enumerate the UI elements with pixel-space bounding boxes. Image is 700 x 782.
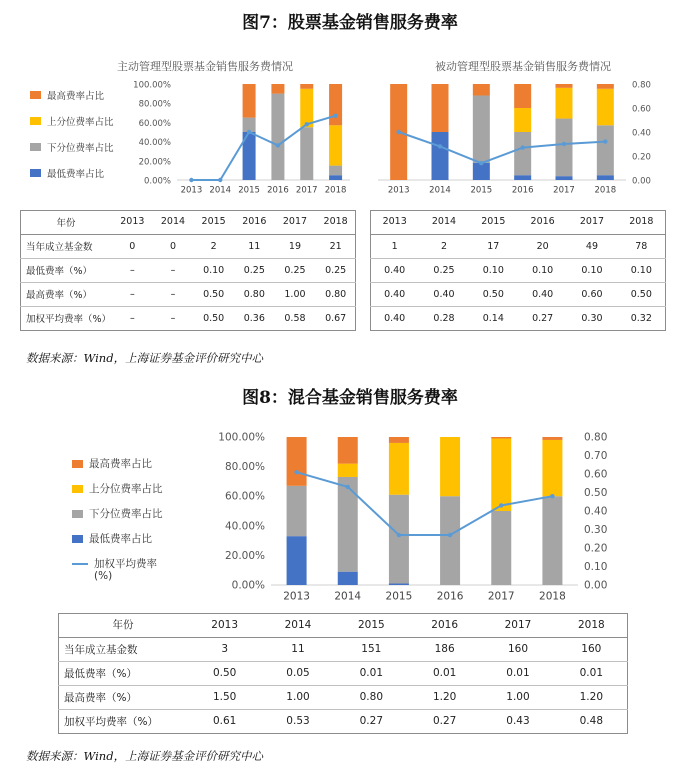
table-header-cell: 2016 <box>408 613 481 637</box>
table-cell: 0 <box>112 234 153 258</box>
fig7-left-chart-title: 主动管理型股票基金销售服务费情况 <box>117 60 293 73</box>
fig8-mixed-bar-2013-s3 <box>287 437 307 486</box>
fig7-passive-y-right-tick: 0.00 <box>632 176 651 187</box>
fig7-passive-x-tick: 2013 <box>387 185 410 196</box>
table-cell: 0.40 <box>370 282 419 306</box>
fig8-mixed-avg-point-2018 <box>550 494 554 498</box>
table-cell: 1 <box>370 234 419 258</box>
fig7-active-y-left-tick: 20.00% <box>138 157 171 168</box>
fig8-mixed-avg-point-2014 <box>346 485 350 489</box>
legend-label: 下分位费率占比 <box>47 143 114 154</box>
fig8-mixed-avg-point-2013 <box>294 470 298 474</box>
table-cell: 0.25 <box>275 258 316 282</box>
table-header-cell: 2016 <box>234 210 275 234</box>
table-cell: 加权平均费率（%） <box>26 314 112 326</box>
table-cell: 19 <box>275 234 316 258</box>
table-header-cell: 2015 <box>193 210 234 234</box>
table-header-cell: 2014 <box>153 210 194 234</box>
table-row <box>58 709 628 733</box>
table-cell: 加权平均费率（%） <box>64 715 158 728</box>
table-cell: 最高费率（%） <box>20 282 112 306</box>
table-header-cell: 2014 <box>419 210 468 234</box>
fig7-passive-y-right-tick: 0.40 <box>632 128 651 139</box>
fig7-active-x-tick: 2013 <box>180 185 203 196</box>
table-cell: 17 <box>469 234 518 258</box>
table-cell: 0.27 <box>432 715 457 728</box>
fig7-passive-x-tick: 2015 <box>470 185 493 196</box>
table-header-cell: 年份 <box>20 210 112 234</box>
table-cell: 2 <box>419 234 468 258</box>
fig8-mixed-y-right-tick: 0.20 <box>584 542 608 555</box>
table-cell: 0.80 <box>234 282 275 306</box>
fig7-active-x-tick: 2018 <box>324 185 347 196</box>
table-header-cell: 2018 <box>617 210 666 234</box>
table-cell: 0.10 <box>469 258 518 282</box>
table-cell: 当年成立基金数 <box>20 234 112 258</box>
table-row <box>58 661 628 685</box>
table-header-cell: 2016 <box>518 210 567 234</box>
table-cell: 1.50 <box>188 685 261 709</box>
fig8-mixed-x-tick: 2014 <box>334 590 362 603</box>
fig8-mixed-bar-2017-s1 <box>491 511 511 585</box>
table-cell: 151 <box>335 637 408 661</box>
table-cell: 0.14 <box>482 312 504 324</box>
fig7-active-y-left-tick: 80.00% <box>138 99 171 110</box>
fig8-mixed-y-left-tick: 0.00% <box>231 579 265 592</box>
table-header-cell: 2013 <box>370 210 419 234</box>
table-cell: 1.00 <box>261 685 334 709</box>
table-header-cell: 2018 <box>555 613 628 637</box>
fig7-active-x-tick: 2015 <box>238 185 260 196</box>
legend-label: 最低费率占比 <box>47 169 105 180</box>
legend-label: 下分位费率占比 <box>89 508 163 520</box>
table-cell: 0.10 <box>617 258 666 282</box>
table-cell: 0.50 <box>193 282 234 306</box>
table-cell: 1.00 <box>481 685 554 709</box>
table-cell: 0.01 <box>408 661 481 685</box>
table-cell: 0 <box>153 234 194 258</box>
table-cell: – <box>112 258 153 282</box>
fig8-mixed-y-right-tick: 0.60 <box>584 468 608 481</box>
fig7-right-chart-title: 被动管理型股票基金销售服务费情况 <box>435 60 611 73</box>
fig8-mixed-y-left-tick: 80.00% <box>224 461 265 474</box>
table-cell: 186 <box>408 637 481 661</box>
fig7-passive-x-tick: 2017 <box>553 185 575 196</box>
table-cell: 0.48 <box>579 715 604 728</box>
legend-label: 最低费率占比 <box>89 533 152 545</box>
fig8-mixed-bar-2014-s0 <box>338 572 358 585</box>
fig7-active-x-tick: 2017 <box>295 185 318 196</box>
table-cell: 0.27 <box>359 715 384 728</box>
legend-label: 最高费率占比 <box>89 458 152 470</box>
table-cell: 1.20 <box>555 685 628 709</box>
table-header-row <box>58 613 628 637</box>
table-cell: 0.40 <box>384 312 406 324</box>
table-cell: 1.20 <box>408 685 481 709</box>
fig7-passive-x-tick: 2014 <box>429 185 451 196</box>
fig8-mixed-y-left-tick: 20.00% <box>224 549 265 562</box>
table-cell: 0.58 <box>284 312 306 324</box>
fig8-mixed-bar-2013-s1 <box>287 486 307 536</box>
fig8-mixed-y-right-tick: 0.70 <box>584 450 608 462</box>
fig7-passive-x-tick: 2016 <box>511 185 534 196</box>
table-cell: 0.05 <box>261 661 334 685</box>
table-cell: 0.50 <box>203 312 225 324</box>
fig8-mixed-y-right-tick: 0.80 <box>584 431 608 444</box>
legend-label: 最高费率占比 <box>47 91 105 102</box>
fig8-mixed-bar-2018-s2 <box>542 440 562 496</box>
table-header-cell: 2017 <box>275 210 316 234</box>
fig8-mixed-x-tick: 2013 <box>283 590 310 603</box>
fig8-mixed-bar-2015-s1 <box>389 495 409 584</box>
fig8-mixed-bar-2017-s2 <box>491 438 511 511</box>
fig8-mixed-x-tick: 2017 <box>487 590 515 603</box>
table-row <box>58 637 628 661</box>
table-cell: – <box>112 282 153 306</box>
fig8-mixed-y-left-tick: 40.00% <box>224 520 265 533</box>
table-header-cell: 2013 <box>188 613 261 637</box>
table-cell: 0.30 <box>581 312 603 324</box>
fig8-mixed-y-right-tick: 0.00 <box>584 579 608 592</box>
fig8-mixed-bar-2016-s2 <box>440 437 460 496</box>
fig8-mixed-x-tick: 2018 <box>539 590 566 603</box>
table-cell: 0.25 <box>234 258 275 282</box>
table-cell: 最低费率（%） <box>20 258 112 282</box>
table-cell: 0.40 <box>370 258 419 282</box>
fig8-mixed-bar-2014-s3 <box>338 437 358 464</box>
fig8-mixed-bar-2014-s1 <box>338 477 358 572</box>
table-cell: 0.36 <box>243 312 265 324</box>
table-cell: 0.80 <box>315 282 356 306</box>
table-cell: 1.00 <box>275 282 316 306</box>
fig7-active-x-tick: 2016 <box>267 185 289 196</box>
table-cell: – <box>170 312 176 324</box>
fig8-mixed-bar-2016-s1 <box>440 496 460 585</box>
table-cell: 11 <box>234 234 275 258</box>
table-cell: 0.01 <box>335 661 408 685</box>
table-cell: 3 <box>188 637 261 661</box>
table-cell: – <box>153 282 194 306</box>
table-cell: 0.50 <box>617 282 666 306</box>
table-header-cell: 2015 <box>335 613 408 637</box>
fig8-mixed-bar-2015-s3 <box>389 437 409 443</box>
fig7-source: 数据来源：Wind，上海证券基金评价研究中心 <box>26 351 264 365</box>
table-cell: 0.50 <box>188 661 261 685</box>
table-cell: 0.27 <box>532 312 554 324</box>
table-cell: 最低费率（%） <box>58 661 188 685</box>
table-cell: 0.25 <box>419 258 468 282</box>
fig7-passive-y-right-tick: 0.20 <box>632 152 651 163</box>
table-cell: 0.40 <box>419 282 468 306</box>
fig7-active-y-left-tick: 0.00% <box>143 176 171 187</box>
fig7-active-x-tick: 2014 <box>209 185 232 196</box>
table-cell: 0.10 <box>567 258 616 282</box>
fig8-mixed-bar-2015-s0 <box>389 584 409 585</box>
table-cell: 0.67 <box>325 312 347 324</box>
fig7-active-y-left-tick: 100.00% <box>133 80 171 91</box>
fig8-mixed-avg-point-2017 <box>499 503 503 507</box>
table-header-cell: 2017 <box>481 613 554 637</box>
fig7-passive-x-tick: 2018 <box>594 185 617 196</box>
fig8-mixed-y-right-tick: 0.10 <box>584 561 608 573</box>
fig8-mixed-avg-point-2016 <box>448 533 452 537</box>
fig8-mixed-x-tick: 2016 <box>436 590 464 603</box>
fig7-passive-y-right-tick: 0.80 <box>632 80 651 91</box>
table-cell: 0.01 <box>481 661 554 685</box>
table-cell: 21 <box>315 234 356 258</box>
fig8-mixed-avg-point-2015 <box>397 533 401 537</box>
fig8-mixed-bar-2013-s0 <box>287 536 307 585</box>
fig8-mixed-avg-line <box>297 472 553 535</box>
fig8-mixed-y-right-tick: 0.30 <box>584 524 608 536</box>
fig8-mixed-y-right-tick: 0.50 <box>584 487 608 499</box>
fig8-mixed-bar-2015-s2 <box>389 443 409 495</box>
table-cell: 当年成立基金数 <box>58 637 188 661</box>
table-header-cell: 2013 <box>112 210 153 234</box>
table-row <box>58 685 628 709</box>
fig8-mixed-x-tick: 2015 <box>385 590 413 603</box>
table-cell: 0.60 <box>567 282 616 306</box>
table-cell: 0.50 <box>469 282 518 306</box>
table-header-cell: 2018 <box>315 210 356 234</box>
fig8-mixed-y-left-tick: 60.00% <box>224 490 265 503</box>
table-cell: 0.28 <box>433 312 455 324</box>
table-header-cell: 2014 <box>261 613 334 637</box>
table-cell: 0.53 <box>286 715 310 728</box>
table-cell: 0.32 <box>630 312 652 324</box>
table-cell: 78 <box>617 234 666 258</box>
table-cell: 0.01 <box>555 661 628 685</box>
table-cell: 0.40 <box>518 282 567 306</box>
fig8-mixed-bar-2018-s3 <box>542 437 562 440</box>
legend-label: 上分位费率占比 <box>47 117 114 128</box>
fig8-title: 图8：混合基金销售服务费率 <box>242 388 458 408</box>
fig7-passive-y-right-tick: 0.60 <box>632 104 651 115</box>
fig7-title: 图7：股票基金销售服务费率 <box>242 13 458 33</box>
table-cell: 160 <box>481 637 554 661</box>
fig7-active-y-left-tick: 40.00% <box>138 138 171 149</box>
table-cell: – <box>153 258 194 282</box>
legend-label: 加权平均费率 <box>94 558 157 570</box>
table-cell: 0.43 <box>506 715 530 728</box>
fig8-mixed-y-right-tick: 0.40 <box>584 505 608 518</box>
table-cell: – <box>129 312 135 324</box>
table-cell: 49 <box>567 234 616 258</box>
table-cell: 11 <box>261 637 334 661</box>
fig8-table <box>58 613 628 733</box>
table-cell: 0.10 <box>193 258 234 282</box>
fig8-mixed-bar-2017-s3 <box>491 437 511 438</box>
table-cell: 2 <box>193 234 234 258</box>
fig8-source: 数据来源：Wind，上海证券基金评价研究中心 <box>26 749 264 763</box>
fig8-mixed-bar-2018-s1 <box>542 496 562 585</box>
table-cell: 0.80 <box>335 685 408 709</box>
table-cell: 160 <box>555 637 628 661</box>
table-cell: 0.10 <box>518 258 567 282</box>
table-cell: 20 <box>518 234 567 258</box>
table-header-cell: 2017 <box>567 210 616 234</box>
fig7-active-y-left-tick: 60.00% <box>138 118 171 129</box>
fig8-mixed-y-left-tick: 100.00% <box>218 431 265 444</box>
table-cell: 0.61 <box>212 715 237 728</box>
table-cell: 0.25 <box>315 258 356 282</box>
table-cell: 最高费率（%） <box>58 685 188 709</box>
legend-label: 上分位费率占比 <box>89 483 163 495</box>
fig8-mixed-bar-2014-s2 <box>338 464 358 477</box>
table-header-cell: 2015 <box>469 210 518 234</box>
legend-label: (%) <box>94 570 113 582</box>
table-header-cell: 年份 <box>58 613 188 637</box>
